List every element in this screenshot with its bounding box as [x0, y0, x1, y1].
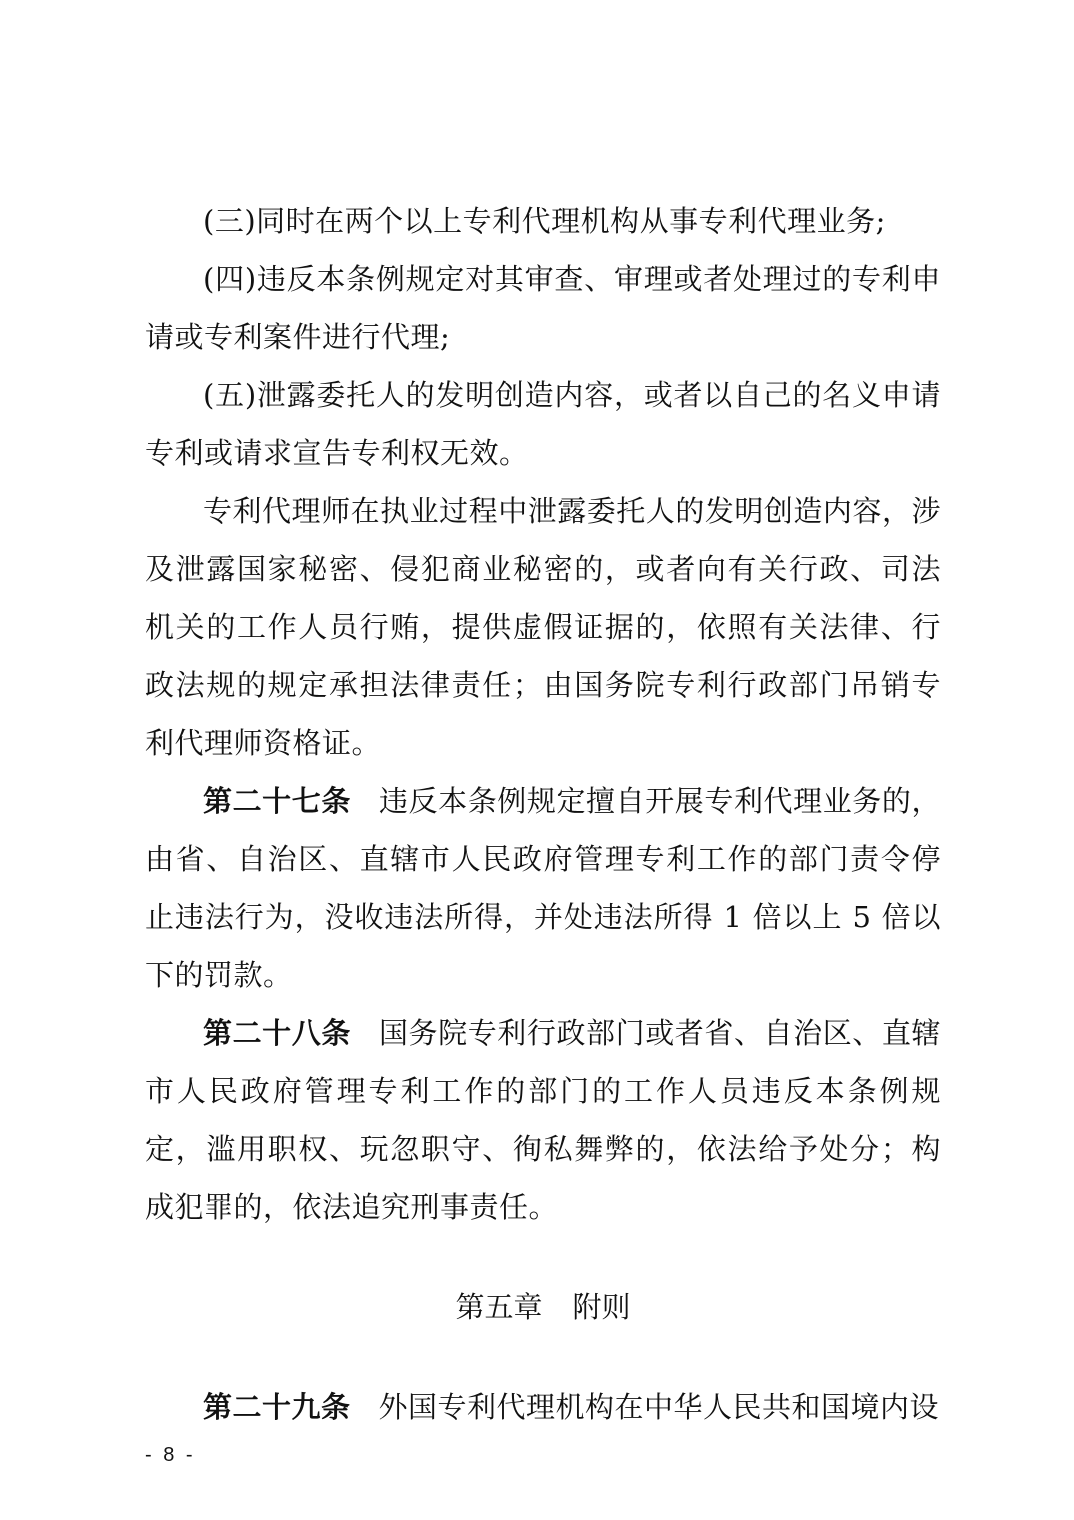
clause-five: (五)泄露委托人的发明创造内容，或者以自己的名义申请专利或请求宣告专利权无效。 [145, 378, 941, 470]
article-29-heading: 第二十九条 [203, 1390, 351, 1424]
article-28-heading: 第二十八条 [203, 1016, 351, 1050]
document-body [145, 192, 941, 1436]
article-27 [145, 772, 941, 1004]
article-27-text: 违反本条例规定擅自开展专利代理业务的，由省、自治区、直辖市人民政府管理专利工作的部门责令停止违法行为，没收违法所得，并处违法所得 1 倍以上 5 倍以下的罚款。 [145, 784, 941, 992]
chapter-heading [145, 1278, 941, 1336]
clause-four: (四)违反本条例规定对其审查、审理或者处理过的专利申请或专利案件进行代理; [145, 262, 941, 354]
clause-three: (三)同时在两个以上专利代理机构从事专利代理业务; [203, 204, 886, 238]
article-27-heading: 第二十七条 [203, 784, 351, 818]
liability-paragraph: 专利代理师在执业过程中泄露委托人的发明创造内容，涉及泄露国家秘密、侵犯商业秘密的，或者向有关行政、司法机关的工作人员行贿，提供虚假证据的，依照有关法律、行政法规的规定承担法律责任；由国务院专利行政部门吊销专利代理师资格证。 [145, 494, 941, 760]
article-28 [145, 1004, 941, 1236]
chapter-title: 附则 [572, 1290, 631, 1324]
page-number: - 8 - [145, 1444, 196, 1466]
article-29 [145, 1378, 941, 1436]
article-29-text: 外国专利代理机构在中华人民共和国境内设 [378, 1390, 940, 1424]
chapter-number: 第五章 [455, 1290, 543, 1324]
article-28-text: 国务院专利行政部门或者省、自治区、直辖市人民政府管理专利工作的部门的工作人员违反本条例规定，滥用职权、玩忽职守、徇私舞弊的，依法给予处分；构成犯罪的，依法追究刑事责任。 [145, 1016, 941, 1224]
